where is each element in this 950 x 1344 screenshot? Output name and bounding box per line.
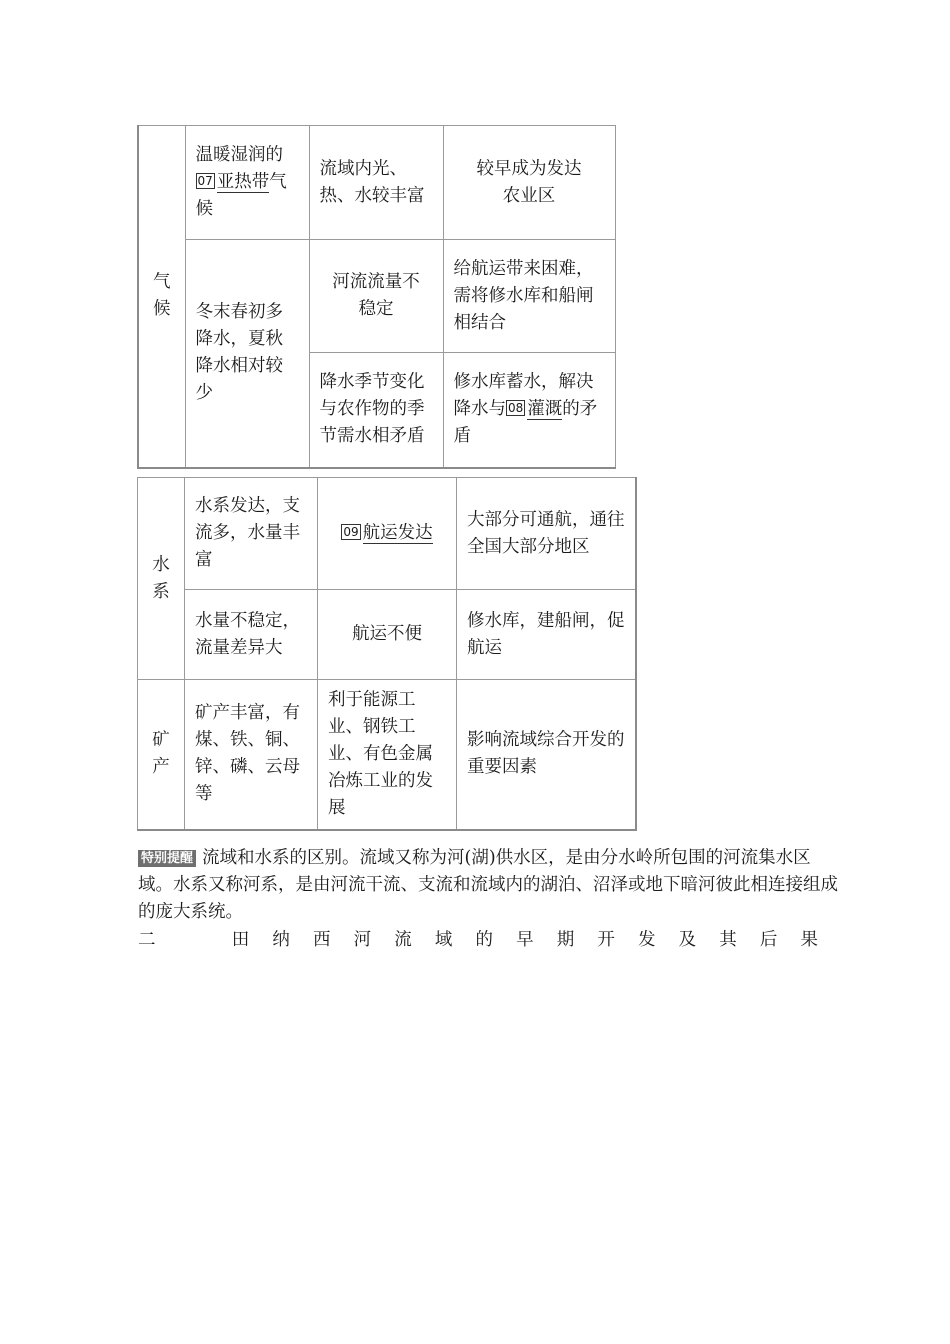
heading-char: 果 — [800, 930, 818, 950]
answer-text: 灌溉 — [527, 399, 563, 420]
cell-minerals: 矿产丰富，有煤、铁、铜、锌、磷、云母等 — [185, 680, 318, 830]
heading-char: 期 — [556, 930, 575, 950]
heading-char: 及 — [678, 930, 697, 950]
special-reminder — [138, 845, 838, 926]
heading-char: 其 — [719, 930, 737, 950]
cell-mineral-impact: 影响流域综合开发的重要因素 — [457, 680, 636, 830]
heading-char: 域 — [434, 930, 453, 950]
category-mineral: 矿产 — [138, 680, 185, 830]
section-number: 二 — [138, 930, 156, 950]
heading-char: 西 — [313, 930, 331, 950]
blank-number: 09 — [343, 525, 359, 539]
climate-table — [137, 125, 616, 469]
category-water: 水系 — [138, 478, 185, 680]
text: 温暖湿润的 — [195, 145, 283, 165]
heading-char: 的 — [475, 930, 493, 950]
answer-text: 航运发达 — [362, 523, 433, 543]
section-heading — [138, 928, 818, 952]
cell-conditions: 流域内光、热、水较丰富 — [309, 126, 443, 240]
cell-water-system: 水系发达，支流多，水量丰富 — [185, 478, 318, 590]
cell-water-volume: 水量不稳定，流量差异大 — [185, 590, 318, 680]
blank-number: 08 — [508, 401, 524, 416]
text: 修水库蓄水，解决降水与 — [453, 372, 594, 420]
cell-reservoir — [443, 353, 615, 468]
cell-navigation — [318, 478, 457, 590]
reminder-text: 流域和水系的区别。流域又称为河(湖)供水区，是由分水岭所包围的河流集水区域。水系又称河系，是由河流干流、支流和流域内的湖泊、沼泽或地下暗河彼此相连接组成的庞大系统。 — [138, 848, 838, 922]
heading-char: 田 — [231, 930, 250, 950]
text: 的矛盾 — [453, 399, 598, 447]
reminder-badge: 特别提醒 — [138, 850, 196, 867]
heading-char: 开 — [597, 930, 615, 950]
heading-char: 河 — [353, 930, 372, 950]
cell-climate-type — [185, 126, 309, 240]
cell-shipping-impact: 修水库，建船闸，促航运 — [457, 590, 636, 680]
heading-char: 后 — [759, 930, 778, 950]
text: 气候 — [195, 172, 287, 219]
spacer — [179, 928, 209, 952]
cell-flow-impact: 给航运带来困难，需将修水库和船闸相结合 — [443, 240, 615, 353]
cell-precipitation: 冬末春初多降水，夏秋降水相对较少 — [185, 240, 309, 468]
heading-char: 纳 — [272, 930, 290, 950]
heading-char: 发 — [638, 930, 656, 950]
blank-number: 07 — [197, 174, 213, 188]
cell-shipping: 航运不便 — [318, 590, 457, 680]
water-mineral-table — [137, 477, 637, 831]
cell-impact: 较早成为发达农业区 — [443, 126, 615, 240]
heading-char: 早 — [516, 930, 534, 950]
heading-char: 流 — [394, 930, 412, 950]
cell-industry: 利于能源工业、钢铁工业、有色金属冶炼工业的发展 — [318, 680, 457, 830]
answer-text: 亚热带 — [216, 172, 270, 192]
category-climate: 气候 — [138, 126, 185, 468]
cell-navigation-impact: 大部分可通航，通往全国大部分地区 — [457, 478, 636, 590]
cell-seasonal: 降水季节变化与农作物的季节需水相矛盾 — [309, 353, 443, 468]
cell-flow: 河流流量不稳定 — [309, 240, 443, 353]
